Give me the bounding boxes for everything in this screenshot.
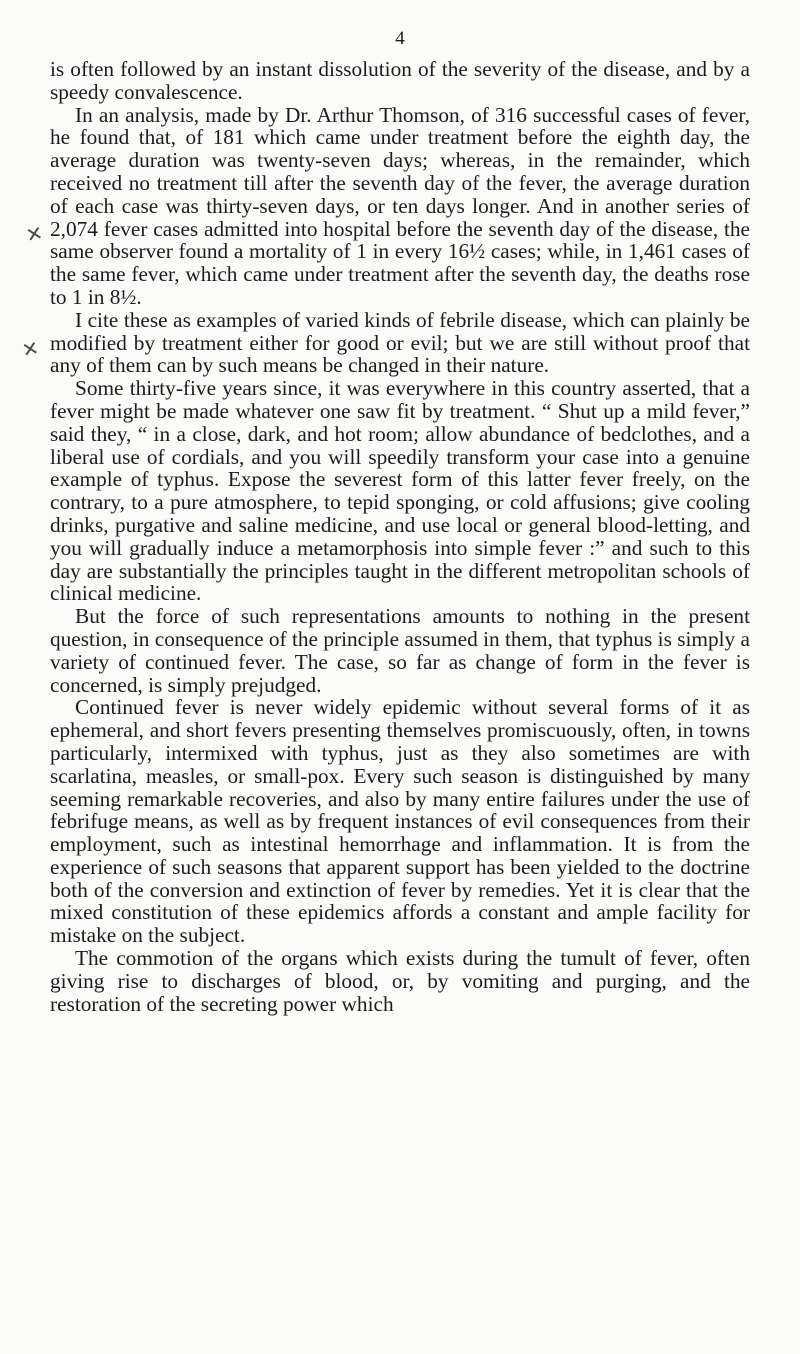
paragraph-febrile-examples: I cite these as examples of varied kinds of febrile disease, which can plainly be modified by treatment either for good or evil; but we are still without proof that any of them can by such means be changed in their nature.: [50, 307, 750, 378]
paragraph-thomson-analysis: In an analysis, made by Dr. Arthur Thomson, of 316 successful cases of fever, he found that, of 181 which came under treatment before the eighth day, the average duration was twenty-seven days; whereas, in the remainder, which received no treatment till after the seventh day of the fever, the average duration of each case was thirty-seven days, or ten days longer. And in another series of 2,074 fever cases admitted into hospital before the seventh day of the disease, the same observer found a mortality of 1 in every 16½ cases; while, in 1,461 cases of the same fever, which came under treatment after the seventh day, the deaths rose to 1 in 8½.: [50, 102, 750, 309]
margin-cross-mark-icon: ✕: [23, 220, 46, 248]
page-number: 4: [395, 28, 405, 49]
margin-cross-mark-icon: ✕: [19, 335, 42, 363]
paragraph-commotion-of-organs: The commotion of the organs which exists during the tumult of fever, often giving rise to discharges of blood, or, by vomiting and purging, and the restoration of the secreting power which: [50, 946, 750, 1016]
paragraph-continued-fever: Continued fever is never widely epidemic without several forms of it as ephemeral, and short fevers presenting themselves promiscuously, often, in towns particularly, intermixed with typhus, just as they also sometimes are with scarlatina, measles, or small-pox. Every such season is distinguished by many seeming remarkable recoveries, and also by many entire failures under the use of febrifuge means, as well as by frequent instances of evil consequences from their employment, such as intestinal hemorrhage and inflammation. It is from the experience of such seasons that apparent support has been yielded to the doctrine both of the conversion and extinction of fever by remedies. Yet it is clear that the mixed constitution of these epidemics affords a constant and ample facility for mistake on the subject.: [50, 695, 750, 948]
paragraph-force-of-representations: But the force of such representations amounts to nothing in the present question, in consequence of the principle assumed in them, that typhus is simply a variety of continued fever. The case, so far as change of form in the fever is concerned, is simply prejudged.: [50, 604, 750, 697]
paragraph-thirty-five-years: Some thirty-five years since, it was everywhere in this country asserted, that a fever might be made whatever one saw fit by treatment. “ Shut up a mild fever,” said they, “ in a close, dark, and hot room; allow abundance of bedclothes, and a liberal use of cordials, and you will speedily transform your case into a genuine example of typhus. Expose the severest form of this latter fever freely, on the contrary, to a pure atmosphere, to tepid sponging, or cold affusions; give cooling drinks, purgative and saline medicine, and use local or general blood-letting, and you will gradually induce a metamorphosis into simple fever :” and such to this day are substantially the principles taught in the different metropolitan schools of clinical medicine.: [50, 376, 750, 606]
body-text: [50, 58, 750, 1015]
paragraph-continuation: is often followed by an instant dissolution of the severity of the disease, and by a speedy convalescence.: [50, 57, 750, 104]
